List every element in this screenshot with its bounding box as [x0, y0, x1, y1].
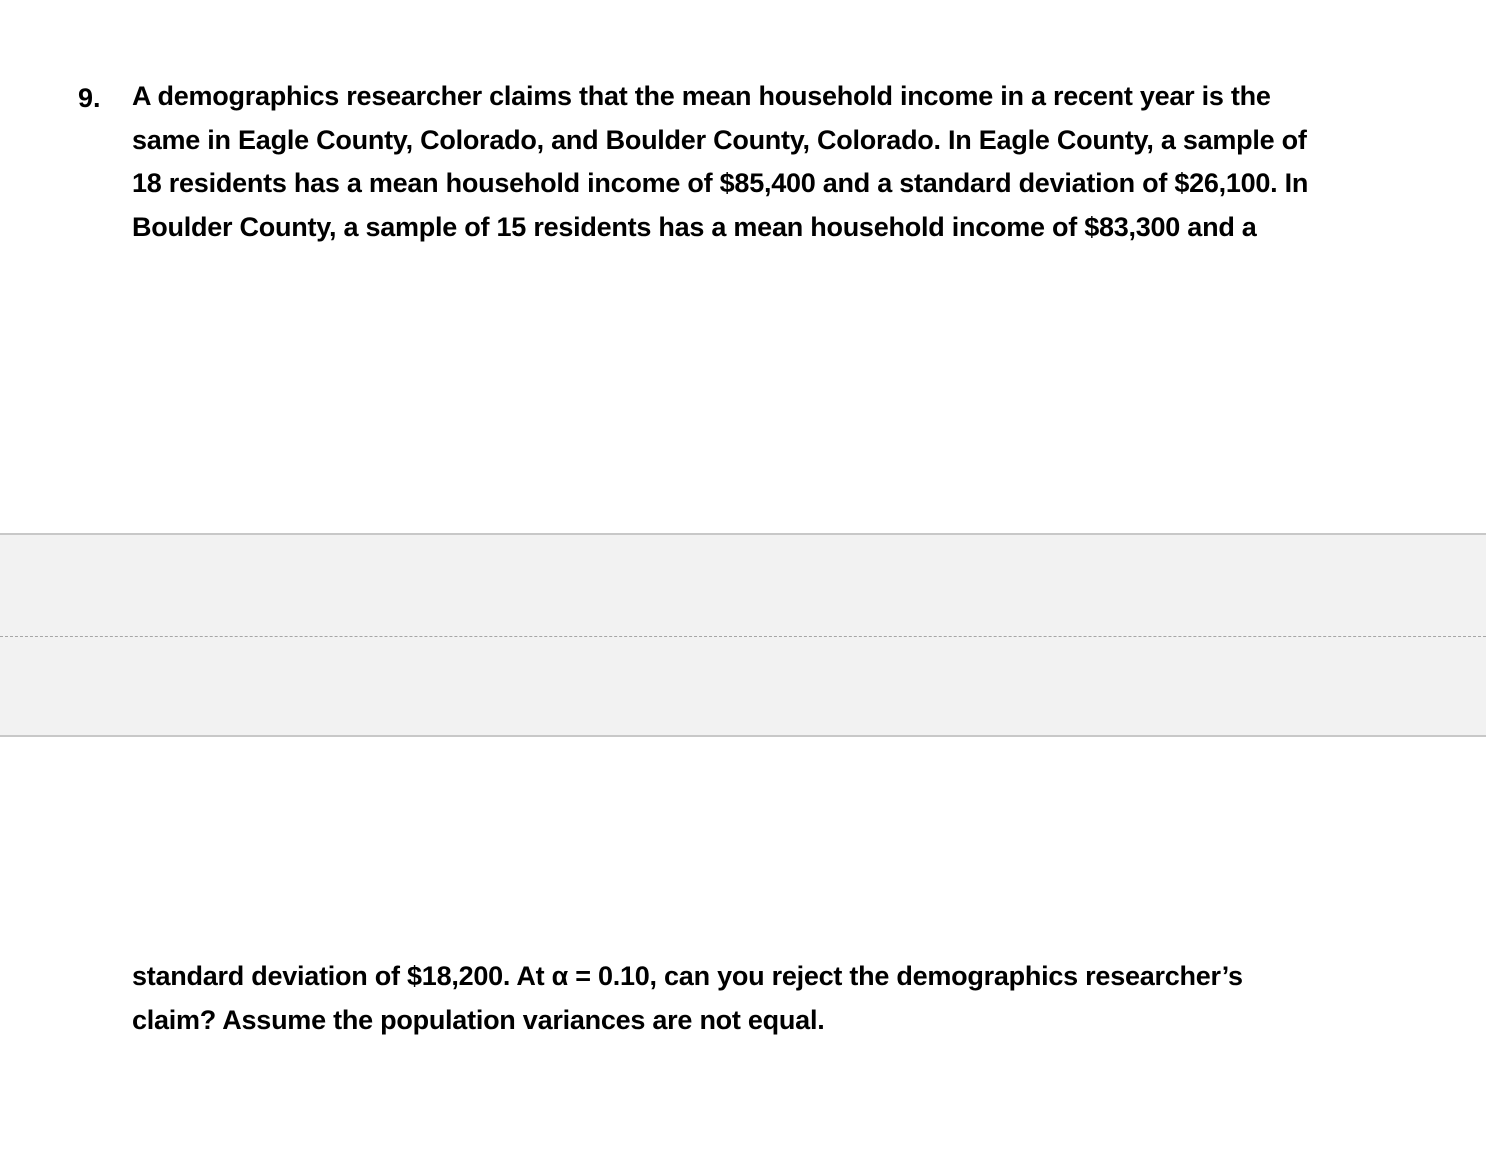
question-text-line: Boulder County, a sample of 15 residents has a mean household income of $83,300 and a	[132, 212, 1257, 242]
question-text-line: 18 residents has a mean household income of $85,400 and a standard deviation of $26,100. In	[132, 168, 1309, 198]
question-number: 9.	[78, 83, 101, 113]
page-break-divider	[0, 636, 1486, 637]
question-text-line: standard deviation of $18,200. At α = 0.10, can you reject the demographics researcher’s	[132, 961, 1243, 991]
page-break-gap	[0, 533, 1486, 737]
question-text-line: claim? Assume the population variances are not equal.	[132, 1005, 825, 1035]
question-text-line: A demographics researcher claims that the mean household income in a recent year is the	[132, 81, 1271, 111]
question-text-line: same in Eagle County, Colorado, and Boulder County, Colorado. In Eagle County, a sample of	[132, 125, 1307, 155]
